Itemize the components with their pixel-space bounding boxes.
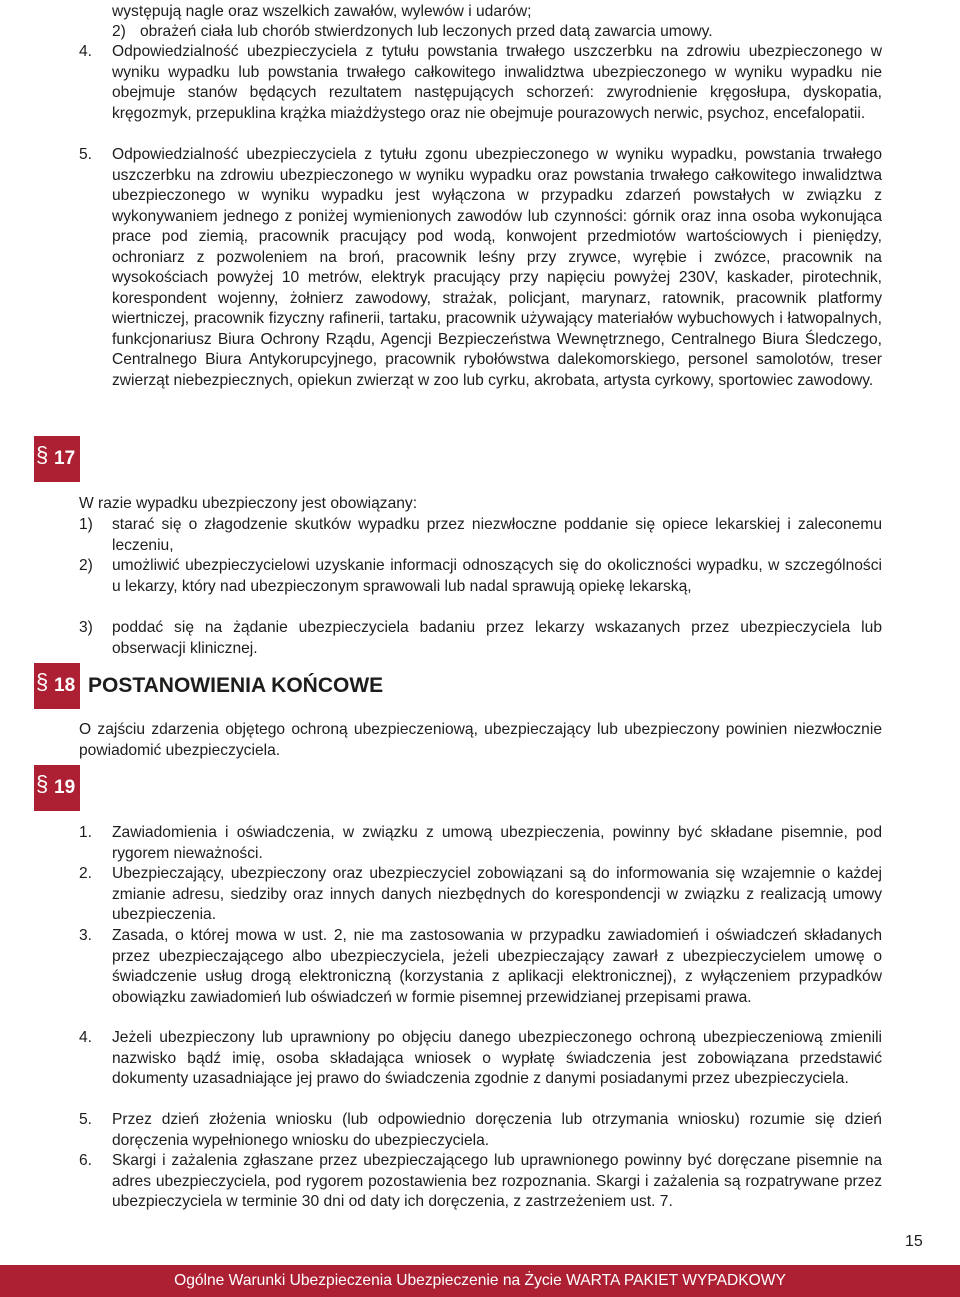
section-badge-19 [34,765,80,811]
section-symbol: § [36,669,49,694]
list-item-number: 5. [79,1111,93,1128]
section-number: 18 [54,675,76,696]
section-badge-17 [34,436,80,482]
list-item-text: Przez dzień złożenia wniosku (lub odpowiednio doręczenia lub otrzymania wniosku) rozumie się dzień doręczenia wypełnionego wniosku do ubezpieczyciela. [112,1111,882,1149]
section-badge-18 [34,663,80,709]
section-heading: POSTANOWIENIA KOŃCOWE [88,674,384,697]
list-item-number: 1) [79,516,93,533]
list-item-text: Jeżeli ubezpieczony lub uprawniony po objęciu danego ubezpieczonego ochroną ubezpieczeniową zmienili nazwisko bądź imię, osoba składająca wniosek o wypłatę świadczenia jest zobowiązana przedstawić dokumenty uzasadniające jej prawo do świadczenia zgodnie z danymi posiadanymi przez ubezpieczyciela. [112,1029,882,1087]
list-item-number: 2) [79,557,93,574]
list-item-text: Odpowiedzialność ubezpieczyciela z tytułu zgonu ubezpieczonego w wyniku wypadku, powstania trwałego uszczerbku na zdrowiu ubezpieczonego w wyniku wypadku oraz powstania trwałego całkowitego inwalidztwa ubezpieczonego w wyniku wypadku jest wyłączona w przypadku zdarzeń powstałych w związku z wykonywaniem jednego z poniżej wymienionych zawodów lub czynności: górnik oraz inna osoba wykonująca prace pod ziemią, pracownik pracujący pod wodą, konwojent przedmiotów wartościowych i pieniędzy, ochroniarz z pozwoleniem na broń, pracownik leśny przy zrywce, wyrębie i zwózce, pracownik na wysokościach powyżej 10 metrów, elektryk pracujący przy napięciu powyżej 230V, kaskader, pirotechnik, korespondent wojenny, żołnierz zawodowy, strażak, policjant, marynarz, ratownik, pracownik platformy wiertniczej, pracownik fizyczny rafinerii, tartaku, pracownik używający materiałów wybuchowych i łatwopalnych, funkcjonariusz Biura Ochrony Rządu, Agencji Bezpieczeństwa Wewnętrznego, Centralnego Biura Śledczego, Centralnego Biura Antykorupcyjnego, pracownik rybołówstwa dalekomorskiego, personel samolotów, treser zwierząt niebezpiecznych, opiekun zwierząt w zoo lub cyrku, akrobata, artysta cyrkowy, sportowiec zawodowy. [112,146,882,389]
list-item-text: Odpowiedzialność ubezpieczyciela z tytułu powstania trwałego uszczerbku na zdrowiu ubezpieczonego w wyniku wypadku lub powstania trwałego całkowitego inwalidztwa ubezpieczonego w wyniku wypadku nie obejmuje stanów będących rezultatem następujących schorzeń: zwyrodnienie kręgosłupa, dyskopatia, kręgozmyk, przepuklina krążka miażdżystego oraz nie obejmuje pourazowych nerwic, psychoz, encefalopatii. [112,43,882,122]
footer-bar [0,1265,960,1297]
list-item-number: 1. [79,824,93,841]
list-item-number: 2. [79,865,93,882]
page-number: 15 [905,1233,923,1250]
continuation-line: występują nagle oraz wszelkich zawałów, wylewów i udarów; [112,3,532,20]
list-item-text: Skargi i zażalenia zgłaszane przez ubezpieczającego lub uprawnionego powinny być doręczane pisemnie na adres ubezpieczyciela, pod rygorem pozostawienia bez rozpoznania. Skargi i zażalenia są rozpatrywane przez ubezpieczyciela w terminie 30 dni od daty ich doręczenia, z zastrzeżeniem ust. 7. [112,1152,882,1210]
section-symbol: § [36,442,49,467]
list-item-number: 3) [79,619,93,636]
footer-text: Ogólne Warunki Ubezpieczenia Ubezpieczenie na Życie WARTA PAKIET WYPADKOWY [174,1272,786,1289]
list-item-number: 5. [79,146,93,163]
section-intro: W razie wypadku ubezpieczony jest obowiązany: [79,495,418,512]
list-item-number: 6. [79,1152,93,1169]
list-item-text: obrażeń ciała lub chorób stwierdzonych lub leczonych przed datą zawarcia umowy. [140,23,713,40]
list-item-text: Ubezpieczający, ubezpieczony oraz ubezpieczyciel zobowiązani są do informowania się wzajemnie o każdej zmianie adresu, siedziby oraz innych danych niezbędnych do korespondencji w związku z realizacją umowy ubezpieczenia. [112,865,882,923]
list-item-number: 2) [112,23,126,40]
list-item-text: Zasada, o której mowa w ust. 2, nie ma zastosowania w przypadku zawiadomień i oświadczeń składanych przez ubezpieczającego albo ubezpieczyciela, jeżeli ubezpieczający zawarł z ubezpieczycielem umowę o świadczenie usług drogą elektroniczną (korzystania z aplikacji elektronicznej), z wyłączeniem przypadków obowiązku zawiadomień lub oświadczeń w formie pisemnej przewidzianej przepisami prawa. [112,927,882,1006]
list-item-text: poddać się na żądanie ubezpieczyciela badaniu przez lekarzy wskazanych przez ubezpieczyciela lub obserwacji klinicznej. [112,619,882,657]
list-item-text: Zawiadomienia i oświadczenia, w związku z umową ubezpieczenia, powinny być składane pisemnie, pod rygorem nieważności. [112,824,882,862]
list-item-number: 3. [79,927,93,944]
section-paragraph: O zajściu zdarzenia objętego ochroną ubezpieczeniową, ubezpieczający lub ubezpieczony powinien niezwłocznie powiadomić ubezpieczyciela. [79,721,882,759]
list-item-number: 4. [79,43,93,60]
list-item-number: 4. [79,1029,93,1046]
list-item-text: umożliwić ubezpieczycielowi uzyskanie informacji odnoszących się do okoliczności wypadku, w szczególności u lekarzy, który nad ubezpieczonym sprawowali lub nadal sprawują opiekę lekarską, [112,557,882,595]
section-number: 19 [54,777,76,798]
section-number: 17 [54,448,76,469]
section-symbol: § [36,771,49,796]
list-item-text: starać się o złagodzenie skutków wypadku przez niezwłoczne poddanie się opiece lekarskiej i zaleconemu leczeniu, [112,516,882,554]
